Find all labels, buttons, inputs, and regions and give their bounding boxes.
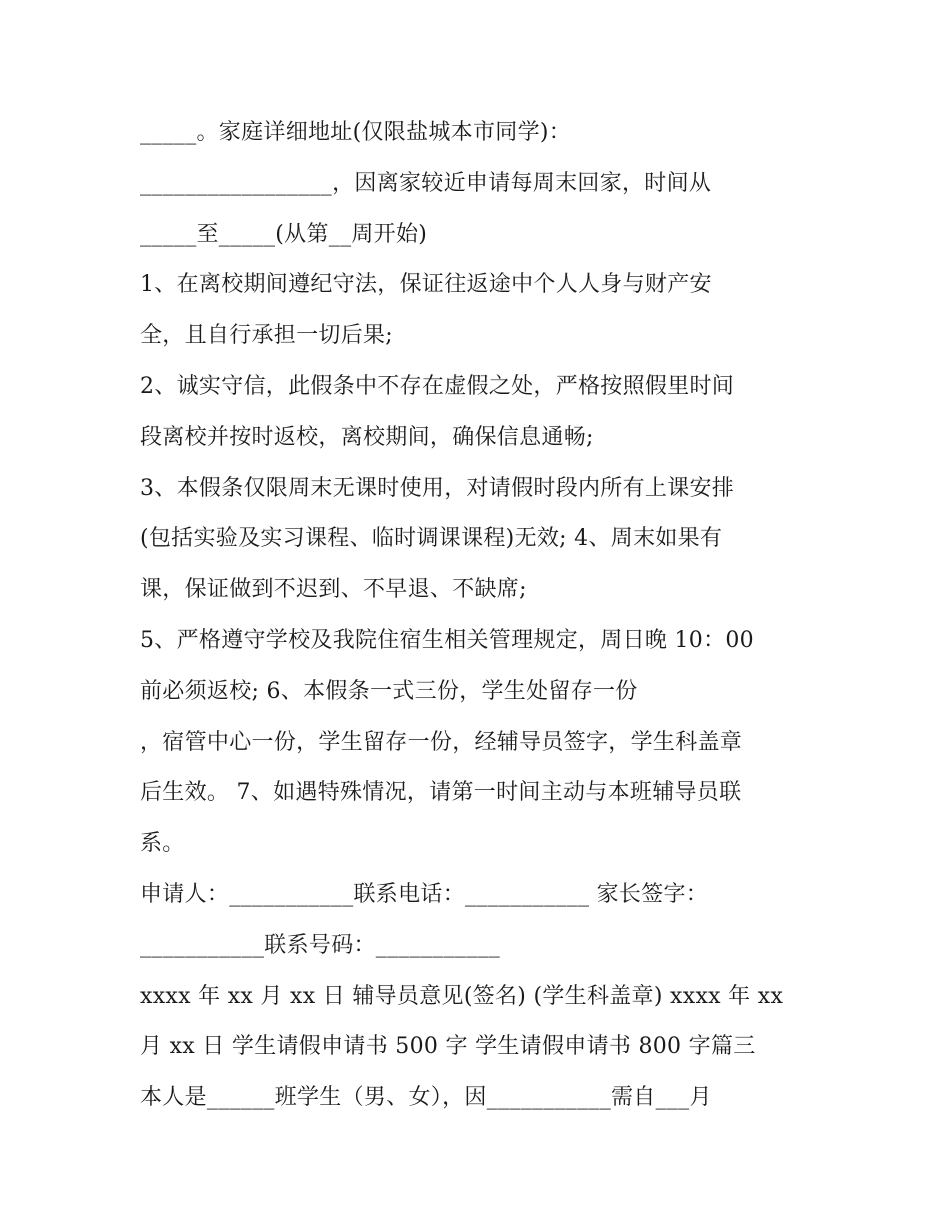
- text-line: xxxx 年 xx 月 xx 日 辅导员意见(签名) (学生科盖章) xxxx 年 xx: [140, 983, 784, 1009]
- text-line: 2、诚实守信，此假条中不存在虚假之处，严格按照假里时间: [140, 373, 735, 399]
- document-body: [140, 108, 830, 1124]
- text-line: 5、严格遵守学校及我院住宿生相关管理规定，周日晚 10：00: [140, 627, 754, 653]
- text-line: ，宿管中心一份，学生留存一份，经辅导员签字，学生科盖章: [140, 729, 743, 755]
- text-line: 后生效。 7、如遇特殊情况，请第一时间主动与本班辅导员联: [140, 780, 742, 806]
- text-line: 3、本假条仅限周末无课时使用，对请假时段内所有上课安排: [140, 475, 735, 501]
- text-line: 本人是______班学生（男、女），因___________需自___月: [140, 1085, 712, 1111]
- text-line: 系。: [140, 831, 185, 857]
- text-line: 月 xx 日 学生请假申请书 500 字 学生请假申请书 800 字篇三: [140, 1034, 756, 1060]
- text-line: _________________，因离家较近申请每周末回家，时间从: [140, 170, 712, 196]
- text-line: _____。家庭详细地址(仅限盐城本市同学)：: [140, 120, 572, 145]
- text-line: 1、在离校期间遵纪守法，保证往返途中个人人身与财产安: [140, 272, 712, 298]
- text-line: 前必须返校; 6、本假条一式三份，学生处留存一份: [140, 678, 638, 704]
- text-line: 申请人：___________联系电话：___________ 家长签字：: [140, 881, 709, 907]
- text-line: (包括实验及实习课程、临时调课课程)无效; 4、周末如果有: [140, 526, 723, 552]
- text-line: _____至_____(从第__周开始): [140, 221, 428, 247]
- text-line: 段离校并按时返校，离校期间，确保信息通畅;: [140, 424, 594, 450]
- text-line: ___________联系号码：___________: [140, 932, 501, 958]
- text-line: 课，保证做到不迟到、不早退、不缺席;: [140, 577, 527, 603]
- text-line: 全，且自行承担一切后果;: [140, 323, 394, 349]
